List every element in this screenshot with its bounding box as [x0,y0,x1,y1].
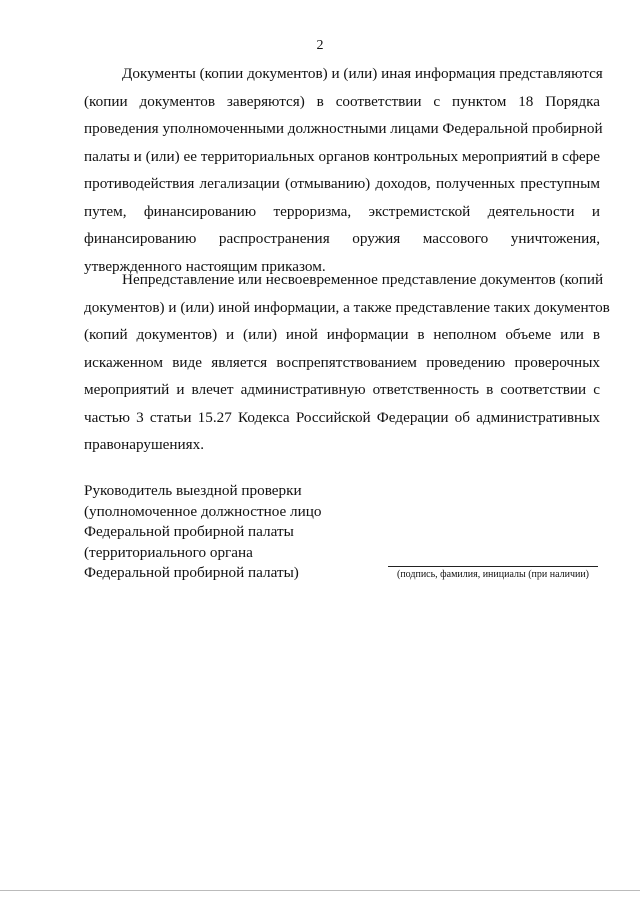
page-number: 2 [316,38,324,53]
paragraph-line: (копий документов) и (или) иной информации в неполном объеме или в [84,326,600,343]
signatory-line: Федеральной пробирной палаты) [84,564,299,581]
signatory-line: Федеральной пробирной палаты [84,523,294,540]
paragraph-line: финансированию распространения оружия массового уничтожения, [84,230,600,247]
paragraph-line: правонарушениях. [84,436,205,453]
paragraph-line: (копии документов заверяются) в соответствии с пунктом 18 Порядка [84,92,600,110]
signatory-line: Руководитель выездной проверки [84,482,302,499]
paragraph-line: частью 3 статьи 15.27 Кодекса Российской Федерации об административных [84,408,600,426]
paragraph-line: мероприятий и влечет административную ответственность в соответствии с [84,381,600,398]
paragraph-line: путем, финансированию терроризма, экстремистской деятельности и [84,202,600,220]
paragraph-line: документов) и (или) иной информации, а также представление таких документов [84,298,610,316]
signatory-line: (уполномоченное должностное лицо [84,502,322,520]
signature-caption: (подпись, фамилия, инициалы (при наличии) [396,569,590,580]
paragraph-line: палаты и (или) ее территориальных органов контрольных мероприятий в сфере [84,147,600,165]
page-edge-divider [0,890,640,891]
paragraph-documents-submission [84,60,603,280]
paragraph-line: утвержденного настоящим приказом. [84,257,326,275]
paragraph-line: Непредставление или несвоевременное представление документов (копий [122,271,604,288]
signature-line [388,566,598,567]
paragraph-non-submission-liability [84,266,610,459]
paragraph-line: Документы (копии документов) и (или) иная информация представляются [122,65,603,82]
paragraph-line: искаженном виде является воспрепятствованием проведению проверочных [84,353,600,371]
paragraph-line: противодействия легализации (отмыванию) доходов, полученных преступным [84,175,600,192]
signatory-line: (территориального органа [84,543,253,561]
paragraph-line: проведения уполномоченными должностными лицами Федеральной пробирной [84,120,603,137]
signatory-title-block [84,481,322,584]
